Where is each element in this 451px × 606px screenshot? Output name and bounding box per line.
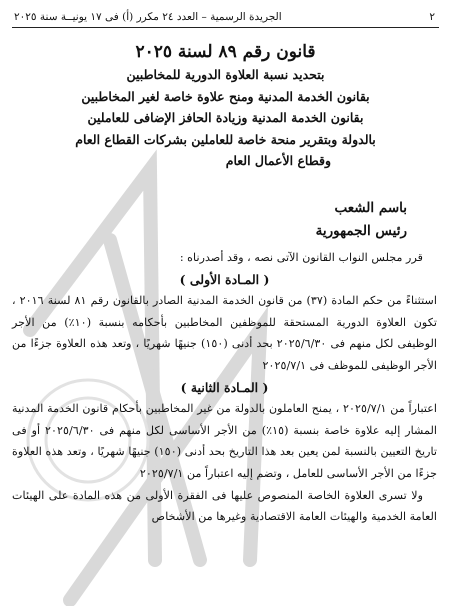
law-subtitle-line-1: بتحديد نسبة العلاوة الدورية للمخاطبين — [126, 67, 325, 82]
gazette-reference: الجريدة الرسمية – العدد ٢٤ مكرر (أ) فى ١٧ يونيــة سنة ٢٠٢٥ — [14, 11, 282, 23]
page-number: ٢ — [429, 11, 435, 23]
running-header — [14, 8, 435, 26]
enactment-clause: قرر مجلس النواب القانون الآتى نصه ، وقد أصدرناه : — [179, 251, 423, 264]
article-1-title: ( المـادة الأولى ) — [179, 271, 270, 287]
header-divider — [12, 27, 439, 28]
preamble — [316, 197, 407, 243]
law-title-block — [20, 40, 431, 172]
president-line: رئيس الجمهورية — [315, 223, 407, 239]
law-subtitle-line-2: بقانون الخدمة المدنية ومنح علاوة خاصة لغير المخاطبين — [81, 88, 370, 104]
law-number-title: قانون رقم ٨٩ لسنة ٢٠٢٥ — [135, 42, 316, 62]
law-subtitle-line-5: وقطاع الأعمال العام — [225, 153, 331, 168]
article-2-text: اعتباراً من ٢٠٢٥/٧/١ ، يمنح العاملون بالدولة من غير المخاطبين بأحكام قانون الخدمة المدنية المشار إليه علاوة خاصة بنسبة (١٥٪) من الأجر الأساسى لكل منهم فى ٢٠٢٥/٦/٣٠ أو فى تاريخ التعيين بالنسبة لمن يعين بعد هذا التاريخ بحد أدنى (١٥٠) جنيهًا شهريًا ، وتعد هذه العلاوة جزءًا من الأجر الأساسى للعامل ، وتضم إليه اعتباراً من ٢٠٢٥/٧/١ — [12, 402, 438, 480]
in-the-name-of-people: باسم الشعب — [334, 200, 407, 216]
law-body — [12, 247, 437, 528]
article-1-text: استثناءً من حكم المادة (٣٧) من قانون الخدمة المدنية الصادر بالقانون رقم ٨١ لسنة ٢٠١٦ ، تكون العلاوة الدورية المستحقة للموظفين المخاطبين بأحكامه بنسبة (١٠٪) من الأجر الوظيفى لكل منهم فى ٢٠٢٥/٦/٣٠ بحد أدنى (١٥٠) جنيهًا شهريًا ، وتعد هذه العلاوة جزءًا من الأجر الوظيفى للموظف فى ٢٠٢٥/٧/١ — [12, 294, 438, 372]
article-2-title: ( المـادة الثانية ) — [180, 379, 269, 395]
law-subtitle-line-4: بالدولة وبتقرير منحة خاصة للعاملين بشركات القطاع العام — [75, 131, 376, 147]
law-subtitle-line-3: بقانون الخدمة المدنية وزيادة الحافز الإضافى للعاملين — [87, 110, 364, 125]
article-2-paragraph-2: ولا تسرى العلاوة الخاصة المنصوص عليها فى الفقرة الأولى من هذه المادة على الهيئات العامة الخدمية والهيئات العامة الاقتصادية وغيرها من الأشخاص — [12, 488, 437, 524]
